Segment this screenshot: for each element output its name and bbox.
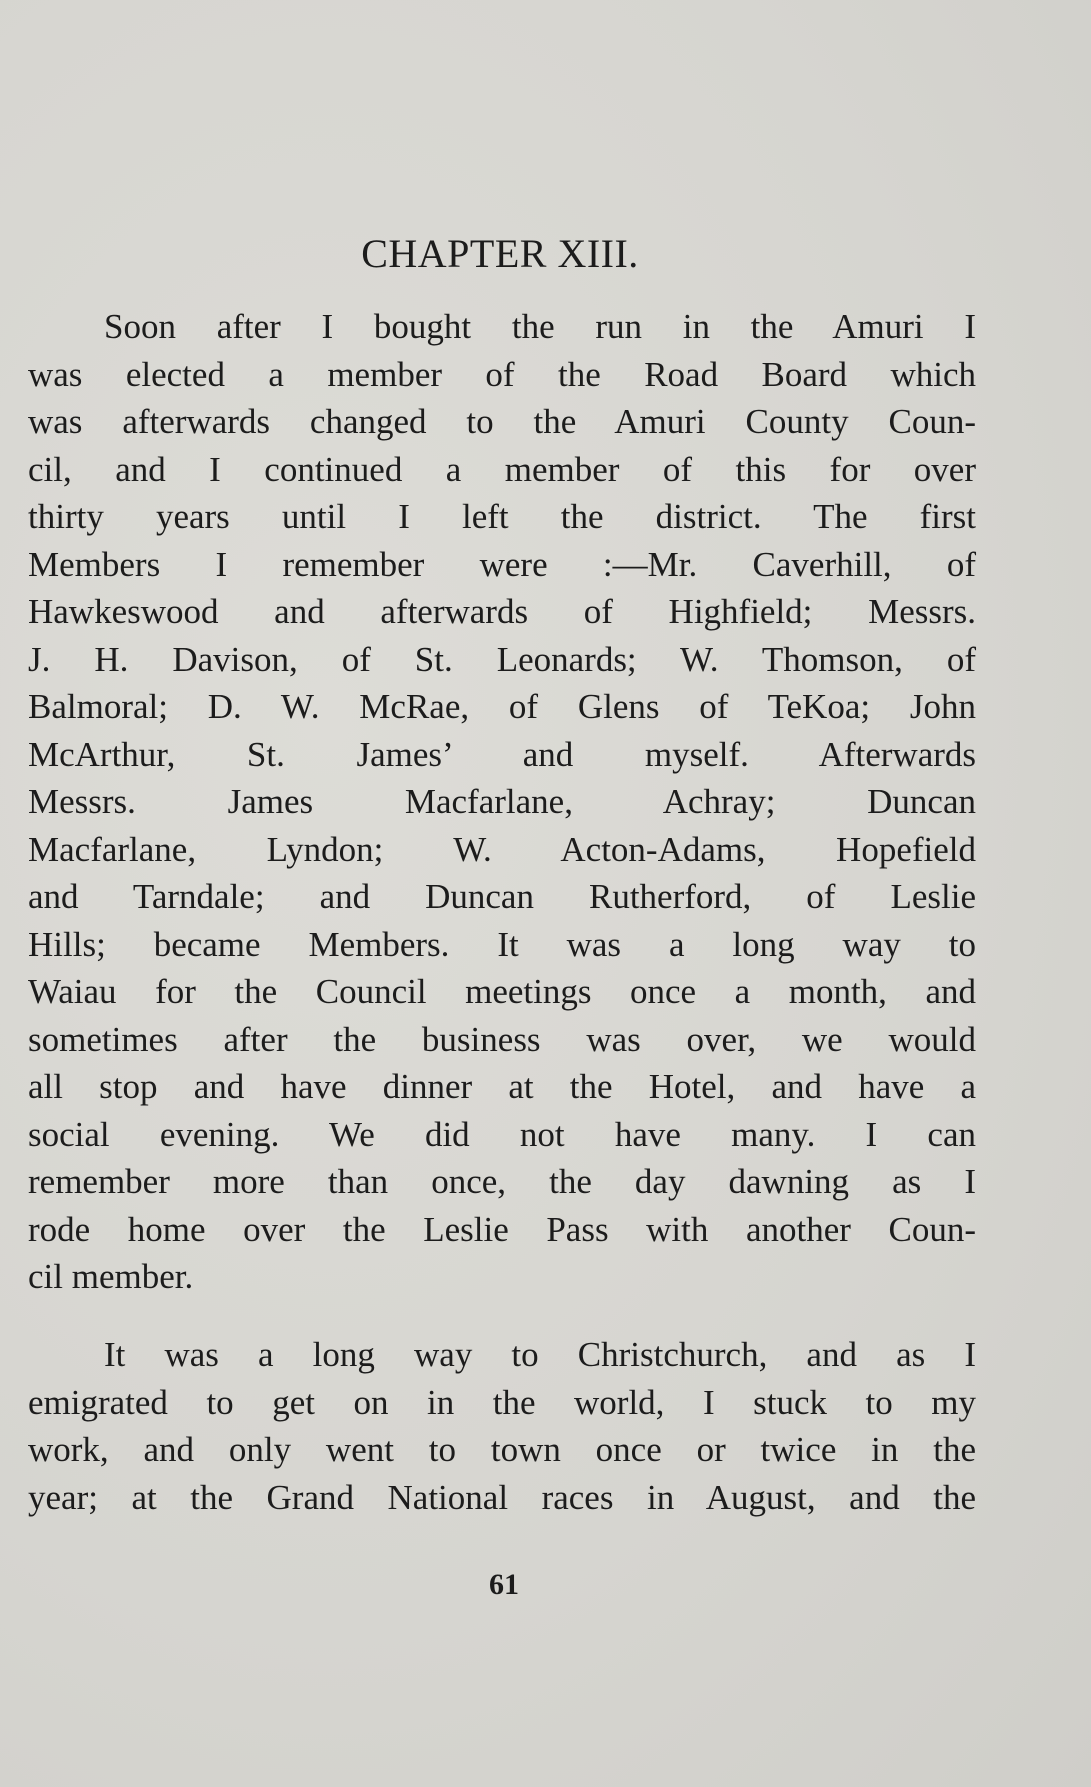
text-line: was afterwards changed to the Amuri County Coun-: [28, 402, 976, 441]
text-line: remember more than once, the day dawning as I: [28, 1162, 976, 1201]
text-line: Macfarlane, Lyndon; W. Acton-Adams, Hopefield: [28, 829, 976, 869]
text-line: It was a long way to Christchurch, and as I: [104, 1335, 976, 1374]
text-line: emigrated to get on in the world, I stuck to my: [28, 1382, 976, 1422]
text-line: was elected a member of the Road Board which: [28, 354, 976, 394]
text-line: thirty years until I left the district. The first: [28, 497, 976, 536]
text-line: Messrs. James Macfarlane, Achray; Duncan: [28, 782, 976, 821]
text-line: cil, and I continued a member of this for over: [28, 449, 976, 489]
paragraph-1: [28, 303, 976, 1301]
text-line: Soon after I bought the run in the Amuri I: [104, 307, 976, 346]
chapter-heading: CHAPTER XIII.: [361, 231, 639, 276]
text-line: rode home over the Leslie Pass with another Coun-: [28, 1209, 976, 1249]
text-line: work, and only went to town once or twice in the: [28, 1430, 976, 1469]
text-line: Hawkeswood and afterwards of Highfield; Messrs.: [28, 592, 976, 631]
text-line: J. H. Davison, of St. Leonards; W. Thomson, of: [28, 639, 976, 679]
text-line: Balmoral; D. W. McRae, of Glens of TeKoa; John: [28, 687, 976, 726]
paragraph-2: [28, 1331, 976, 1521]
page-number: 61: [489, 1568, 519, 1601]
text-line: cil member.: [28, 1257, 194, 1296]
text-line: Waiau for the Council meetings once a month, and: [28, 972, 976, 1011]
text-line: sometimes after the business was over, we would: [28, 1019, 976, 1059]
text-line: McArthur, St. James’ and myself. Afterwards: [28, 734, 976, 774]
text-line: all stop and have dinner at the Hotel, and have a: [28, 1067, 976, 1106]
text-line: Hills; became Members. It was a long way to: [28, 924, 976, 964]
text-line: year; at the Grand National races in August, and the: [28, 1477, 976, 1517]
text-line: and Tarndale; and Duncan Rutherford, of Leslie: [28, 877, 976, 916]
text-line: Members I remember were :—Mr. Caverhill, of: [28, 544, 976, 584]
text-line: social evening. We did not have many. I can: [28, 1114, 976, 1154]
